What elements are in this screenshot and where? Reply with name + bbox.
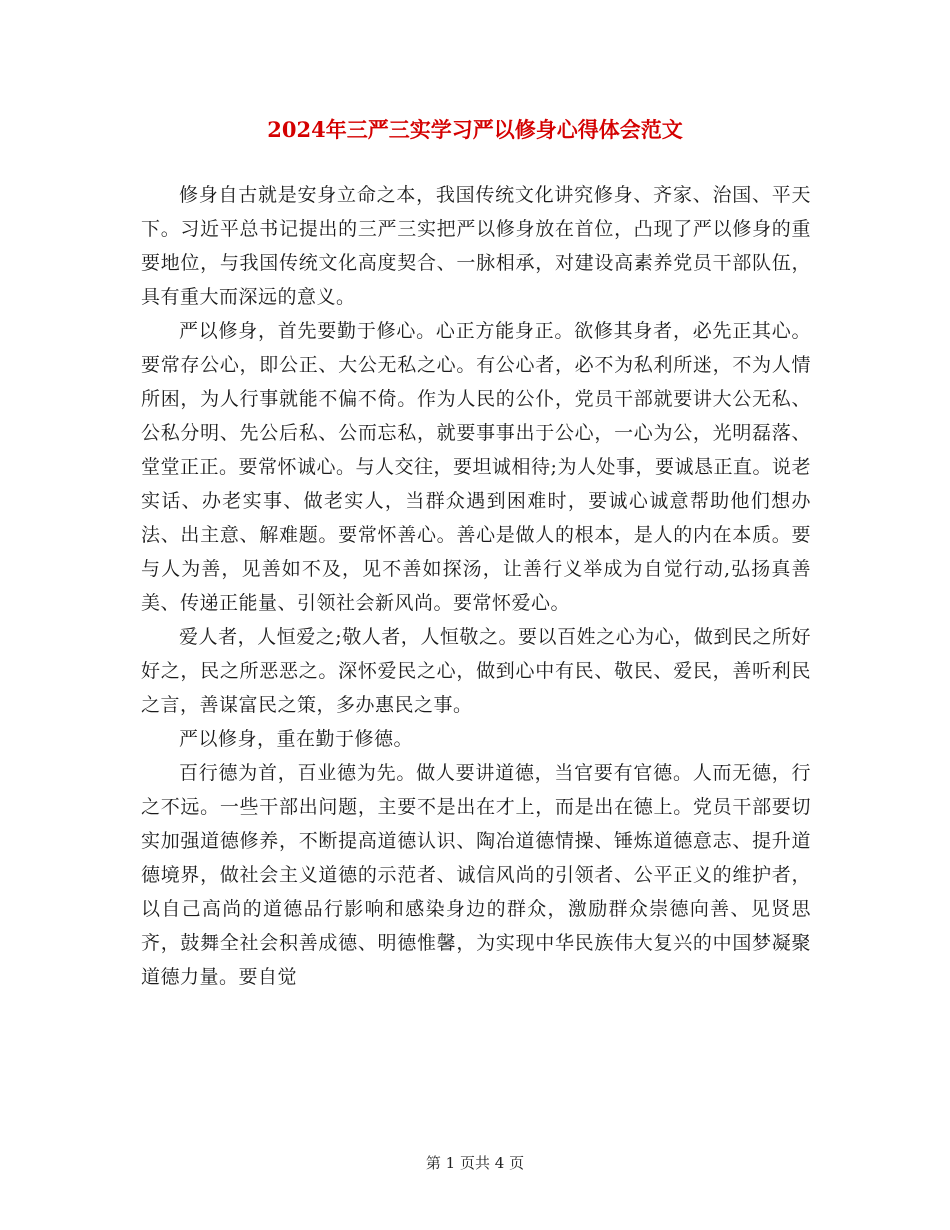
page-number-footer: 第 1 页共 4 页 — [425, 1154, 525, 1172]
document-body — [141, 178, 811, 994]
paragraph: 爱人者，人恒爱之;敬人者，人恒敬之。要以百姓之心为心，做到民之所好好之，民之所恶恶之。深怀爱民之心，做到心中有民、敬民、爱民，善听利民之言，善谋富民之策，多办惠民之事。 — [141, 626, 811, 716]
paragraph: 百行德为首，百业德为先。做人要讲道德，当官要有官德。人而无德，行之不远。一些干部出问题，主要不是出在才上，而是出在德上。党员干部要切实加强道德修养，不断提高道德认识、陶冶道德情操、锤炼道德意志、提升道德境界，做社会主义道德的示范者、诚信风尚的引领者、公平正义的维护者，以自己高尚的道德品行影响和感染身边的群众，激励群众崇德向善、见贤思齐，鼓舞全社会积善成德、明德惟馨，为实现中华民族伟大复兴的中国梦凝聚道德力量。要自觉 — [141, 762, 811, 988]
paragraph: 严以修身，首先要勤于修心。心正方能身正。欲修其身者，必先正其心。要常存公心，即公正、大公无私之心。有公心者，必不为私利所迷，不为人情所困，为人行事就能不偏不倚。作为人民的公仆，党员干部就要讲大公无私、公私分明、先公后私、公而忘私，就要事事出于公心，一心为公，光明磊落、堂堂正正。要常怀诚心。与人交往，要坦诚相待;为人处事，要诚恳正直。说老实话、办老实事、做老实人，当群众遇到困难时，要诚心诚意帮助他们想办法、出主意、解难题。要常怀善心。善心是做人的根本，是人的内在本质。要与人为善，见善如不及，见不善如探汤，让善行义举成为自觉行动,弘扬真善美、传递正能量、引领社会新风尚。要常怀爱心。 — [141, 320, 811, 614]
paragraph: 严以修身，重在勤于修德。 — [179, 728, 414, 750]
document-title: 2024年三严三实学习严以修身心得体会范文 — [267, 117, 683, 142]
paragraph: 修身自古就是安身立命之本，我国传统文化讲究修身、齐家、治国、平天下。习近平总书记提出的三严三实把严以修身放在首位，凸现了严以修身的重要地位，与我国传统文化高度契合、一脉相承，对建设高素养党员干部队伍，具有重大而深远的意义。 — [141, 184, 811, 308]
